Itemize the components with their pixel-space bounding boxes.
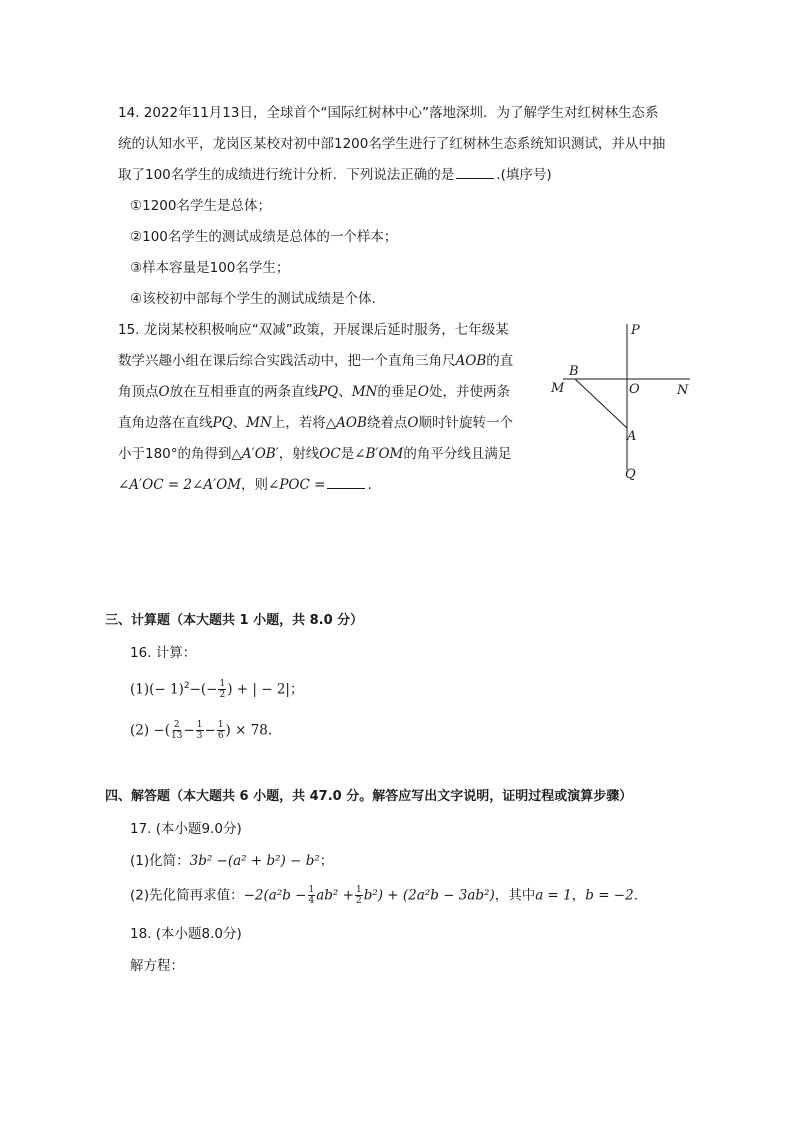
q15-math: △A′OB′	[231, 446, 279, 462]
q17-text: ，	[571, 887, 586, 904]
q16-part-2	[130, 720, 272, 741]
q15-math: MN	[246, 415, 272, 431]
q14-line-3	[118, 165, 552, 185]
q15-text: 处，并使两条	[428, 384, 510, 400]
q15-text: 、	[338, 384, 352, 400]
q17-text: ；	[319, 853, 334, 869]
q17-text: ，其中	[494, 887, 536, 904]
numerator: 1	[217, 720, 224, 730]
label-a: A	[627, 429, 637, 444]
denominator: 2	[355, 896, 362, 906]
q14-line-3-text: 取了100名学生的成绩进行统计分析．下列说法正确的是	[118, 167, 455, 183]
q17-part-1	[130, 851, 333, 871]
q15-text: 的垂足	[377, 384, 418, 400]
label-q: Q	[625, 467, 636, 482]
q15-text: 的角平分线且满足	[403, 446, 512, 462]
q15-math: PQ	[212, 415, 233, 431]
label-o: O	[629, 382, 640, 397]
q14-option-2: ②100名学生的测试成绩是总体的一个样本；	[130, 229, 398, 245]
q15-text: ，则	[241, 477, 269, 493]
triangle-hypotenuse-ab	[575, 379, 627, 428]
numerator: 2	[173, 720, 180, 730]
q15-geometry-figure	[545, 318, 705, 488]
q17-text: (2)先化简再求值：	[130, 887, 244, 904]
q15-text: 顺时针旋转一个	[418, 415, 513, 431]
q15-math: OC	[319, 446, 341, 462]
section-4-heading: 四、解答题（本大题共 6 小题，共 47.0 分。解答应写出文字说明，证明过程或演算步骤）	[105, 789, 633, 804]
q16-part-1	[130, 679, 303, 700]
numerator: 1	[355, 885, 362, 895]
q15-math: △AOB	[325, 415, 367, 431]
q16-expr: −	[204, 722, 216, 739]
fraction	[171, 720, 182, 741]
q18-text: 解方程：	[130, 958, 184, 974]
fraction	[218, 679, 226, 700]
q16-expr: −	[183, 722, 195, 739]
q17-math: b²) + (2a²b − 3ab²)	[363, 887, 495, 904]
q15-math: ∠A′OC = 2∠A′OM	[118, 477, 242, 493]
denominator: 3	[196, 731, 203, 741]
q17-math: a = 1	[535, 887, 572, 904]
label-n: N	[677, 383, 689, 398]
fraction	[355, 885, 363, 906]
q17-text: (1)化简：	[130, 853, 190, 869]
label-m: M	[551, 381, 565, 396]
numerator: 1	[308, 885, 315, 895]
q14-line-3-tail: .(填序号)	[496, 167, 552, 183]
q15-text: 上，若将	[271, 415, 326, 431]
answer-blank[interactable]	[456, 166, 494, 179]
label-b: B	[569, 364, 579, 379]
q15-math: AOB	[455, 353, 487, 369]
fraction	[308, 885, 316, 906]
q15-math: ∠POC =	[268, 477, 326, 493]
q15-text: 角顶点	[118, 384, 159, 400]
numerator: 1	[196, 720, 203, 730]
q15-line-6	[118, 475, 372, 495]
fraction	[196, 720, 204, 741]
q15-math: O	[417, 384, 429, 400]
q15-line-5	[118, 444, 511, 464]
q16-title: 16. 计算：	[130, 645, 197, 661]
q15-text: 的直	[486, 353, 514, 369]
numerator: 1	[219, 679, 226, 689]
label-p: P	[631, 323, 640, 338]
q16-expr: −(−	[189, 681, 218, 698]
q17-math: b = −2	[585, 887, 634, 904]
q15-line-3	[118, 382, 510, 402]
q15-text: 直角边落在直线	[118, 415, 213, 431]
fraction	[217, 720, 225, 741]
q17-title: 17. (本小题9.0分)	[130, 821, 242, 837]
q15-text: 放在互相垂直的两条直线	[169, 384, 319, 400]
q15-text: ，射线	[278, 446, 320, 462]
q17-part-2	[130, 885, 638, 906]
q16-expr: ) × 78.	[225, 722, 273, 739]
q14-option-3: ③样本容量是100名学生；	[130, 260, 290, 276]
denominator: 2	[219, 690, 226, 700]
q15-math: PQ	[318, 384, 339, 400]
section-3-heading: 三、计算题（本大题共 1 小题，共 8.0 分）	[105, 613, 364, 628]
q15-math: O	[158, 384, 170, 400]
q17-text: .	[633, 887, 638, 904]
q14-option-1: ①1200名学生是总体；	[130, 198, 271, 214]
q15-math: ∠B′OM	[354, 446, 404, 462]
q15-text: 小于180°的角得到	[118, 446, 232, 462]
q16-expr: ) + | − 2|；	[227, 681, 304, 698]
q15-text: .	[367, 477, 372, 493]
denominator: 6	[217, 731, 224, 741]
q14-line-1: 14. 2022年11月13日，全球首个“国际红树林中心”落地深圳．为了解学生对红树林生态系	[118, 105, 659, 121]
q14-line-2: 统的认知水平，龙岗区某校对初中部1200名学生进行了红树林生态系统知识测试，并从中抽	[118, 136, 666, 152]
q15-line-4	[118, 413, 513, 433]
q15-line-1: 15. 龙岗某校积极响应“双减”政策，开展课后延时服务，七年级某	[118, 322, 509, 338]
q15-math: MN	[351, 384, 378, 400]
q15-text: 、	[232, 415, 247, 431]
q17-math: −2(a²b −	[243, 887, 307, 904]
q14-option-4: ④该校初中部每个学生的测试成绩是个体．	[130, 291, 386, 307]
q17-math: 3b² −(a² + b²) − b²	[189, 853, 320, 869]
q17-math: ab² +	[316, 887, 354, 904]
q16-expr: (2) −(	[130, 722, 170, 739]
q15-line-2	[118, 351, 513, 371]
q18-title: 18. (本小题8.0分)	[130, 926, 242, 942]
answer-blank[interactable]	[327, 476, 365, 489]
q15-text: 绕着点	[366, 415, 408, 431]
q16-expr: (1)(− 1)	[130, 681, 184, 698]
q16-exponent: 2	[183, 681, 190, 691]
q15-math: O	[407, 415, 419, 431]
denominator: 13	[171, 731, 183, 741]
q15-text: 是	[340, 446, 355, 462]
denominator: 4	[308, 896, 315, 906]
q15-text: 数学兴趣小组在课后综合实践活动中，把一个直角三角尺	[118, 353, 456, 369]
